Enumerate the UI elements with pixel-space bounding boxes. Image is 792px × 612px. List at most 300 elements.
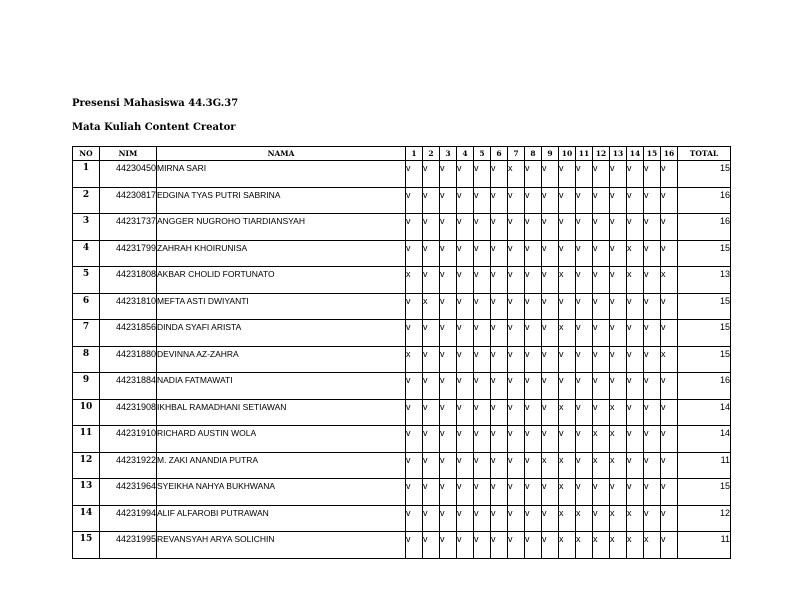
table-row bbox=[73, 426, 731, 453]
attendance-mark: v bbox=[559, 426, 576, 453]
attendance-mark: v bbox=[610, 346, 627, 373]
student-nim: 44231880 bbox=[100, 346, 157, 373]
attendance-mark: v bbox=[644, 505, 661, 532]
attendance-mark: v bbox=[423, 320, 440, 347]
attendance-mark: x bbox=[559, 267, 576, 294]
table-row bbox=[73, 293, 731, 320]
attendance-mark: v bbox=[508, 452, 525, 479]
attendance-mark: v bbox=[542, 293, 559, 320]
attendance-mark: v bbox=[491, 187, 508, 214]
attendance-mark: v bbox=[474, 240, 491, 267]
attendance-mark: v bbox=[406, 426, 423, 453]
attendance-mark: v bbox=[644, 426, 661, 453]
attendance-mark: v bbox=[525, 532, 542, 559]
attendance-mark: x bbox=[627, 267, 644, 294]
attendance-mark: v bbox=[491, 161, 508, 188]
attendance-mark: v bbox=[508, 479, 525, 506]
student-nim: 44231910 bbox=[100, 426, 157, 453]
attendance-mark: v bbox=[610, 214, 627, 241]
attendance-mark: v bbox=[474, 214, 491, 241]
attendance-mark: v bbox=[542, 161, 559, 188]
attendance-mark: v bbox=[559, 346, 576, 373]
attendance-mark: v bbox=[474, 293, 491, 320]
attendance-mark: v bbox=[644, 452, 661, 479]
attendance-mark: v bbox=[508, 399, 525, 426]
attendance-total: 15 bbox=[678, 320, 731, 347]
student-name: DEVINNA AZ-ZAHRA bbox=[157, 346, 406, 373]
attendance-mark: x bbox=[542, 452, 559, 479]
attendance-total: 16 bbox=[678, 214, 731, 241]
row-number: 4 bbox=[73, 240, 100, 267]
student-nim: 44231799 bbox=[100, 240, 157, 267]
attendance-mark: v bbox=[474, 161, 491, 188]
attendance-mark: v bbox=[661, 479, 678, 506]
row-number: 14 bbox=[73, 505, 100, 532]
student-name: ANGGER NUGROHO TIARDIANSYAH bbox=[157, 214, 406, 241]
attendance-mark: v bbox=[406, 320, 423, 347]
attendance-mark: x bbox=[610, 426, 627, 453]
attendance-mark: v bbox=[661, 426, 678, 453]
row-number: 11 bbox=[73, 426, 100, 453]
attendance-mark: v bbox=[491, 479, 508, 506]
attendance-mark: v bbox=[542, 320, 559, 347]
attendance-mark: v bbox=[627, 373, 644, 400]
attendance-mark: v bbox=[644, 240, 661, 267]
attendance-mark: v bbox=[542, 532, 559, 559]
attendance-mark: v bbox=[423, 532, 440, 559]
attendance-mark: v bbox=[542, 346, 559, 373]
attendance-mark: v bbox=[627, 293, 644, 320]
attendance-mark: v bbox=[542, 426, 559, 453]
attendance-mark: v bbox=[406, 399, 423, 426]
attendance-mark: x bbox=[406, 267, 423, 294]
attendance-mark: v bbox=[627, 346, 644, 373]
attendance-mark: v bbox=[661, 214, 678, 241]
attendance-mark: v bbox=[525, 346, 542, 373]
attendance-mark: v bbox=[508, 505, 525, 532]
attendance-mark: v bbox=[406, 187, 423, 214]
header-meeting-16: 16 bbox=[661, 147, 678, 161]
header-meeting-5: 5 bbox=[474, 147, 491, 161]
student-name: AKBAR CHOLID FORTUNATO bbox=[157, 267, 406, 294]
student-name: IKHBAL RAMADHANI SETIAWAN bbox=[157, 399, 406, 426]
attendance-mark: v bbox=[440, 452, 457, 479]
row-number: 1 bbox=[73, 161, 100, 188]
table-row bbox=[73, 240, 731, 267]
student-name: NADIA FATMAWATI bbox=[157, 373, 406, 400]
attendance-mark: v bbox=[406, 532, 423, 559]
attendance-total: 15 bbox=[678, 293, 731, 320]
attendance-mark: v bbox=[406, 373, 423, 400]
header-no: NO bbox=[73, 147, 100, 161]
attendance-mark: v bbox=[525, 187, 542, 214]
header-meeting-7: 7 bbox=[508, 147, 525, 161]
attendance-mark: v bbox=[457, 214, 474, 241]
attendance-mark: v bbox=[423, 161, 440, 188]
attendance-total: 12 bbox=[678, 505, 731, 532]
attendance-mark: v bbox=[576, 346, 593, 373]
student-nim: 44231737 bbox=[100, 214, 157, 241]
attendance-mark: v bbox=[440, 214, 457, 241]
attendance-mark: x bbox=[559, 505, 576, 532]
attendance-total: 14 bbox=[678, 426, 731, 453]
attendance-mark: v bbox=[542, 479, 559, 506]
attendance-mark: v bbox=[559, 187, 576, 214]
attendance-mark: v bbox=[423, 373, 440, 400]
attendance-mark: v bbox=[508, 373, 525, 400]
attendance-mark: v bbox=[576, 320, 593, 347]
attendance-mark: v bbox=[525, 293, 542, 320]
attendance-total: 11 bbox=[678, 532, 731, 559]
attendance-mark: x bbox=[593, 452, 610, 479]
attendance-mark: v bbox=[508, 320, 525, 347]
attendance-mark: v bbox=[542, 240, 559, 267]
attendance-mark: v bbox=[576, 293, 593, 320]
attendance-mark: v bbox=[593, 505, 610, 532]
attendance-mark: v bbox=[457, 161, 474, 188]
attendance-mark: v bbox=[610, 187, 627, 214]
attendance-mark: v bbox=[491, 240, 508, 267]
attendance-mark: v bbox=[525, 426, 542, 453]
attendance-mark: v bbox=[457, 479, 474, 506]
attendance-mark: v bbox=[627, 214, 644, 241]
attendance-mark: v bbox=[406, 240, 423, 267]
attendance-mark: v bbox=[491, 373, 508, 400]
header-meeting-8: 8 bbox=[525, 147, 542, 161]
attendance-mark: v bbox=[423, 479, 440, 506]
attendance-mark: v bbox=[644, 479, 661, 506]
attendance-mark: x bbox=[423, 293, 440, 320]
attendance-mark: v bbox=[491, 293, 508, 320]
header-meeting-1: 1 bbox=[406, 147, 423, 161]
attendance-mark: v bbox=[406, 293, 423, 320]
header-nim: NIM bbox=[100, 147, 157, 161]
attendance-mark: v bbox=[661, 161, 678, 188]
attendance-mark: v bbox=[406, 452, 423, 479]
attendance-mark: v bbox=[576, 267, 593, 294]
student-nim: 44231994 bbox=[100, 505, 157, 532]
attendance-mark: v bbox=[661, 452, 678, 479]
attendance-mark: v bbox=[474, 267, 491, 294]
attendance-mark: v bbox=[508, 346, 525, 373]
attendance-mark: v bbox=[491, 346, 508, 373]
student-nim: 44231995 bbox=[100, 532, 157, 559]
attendance-mark: v bbox=[576, 214, 593, 241]
attendance-mark: v bbox=[474, 452, 491, 479]
attendance-mark: x bbox=[559, 320, 576, 347]
attendance-mark: x bbox=[559, 452, 576, 479]
attendance-mark: v bbox=[525, 161, 542, 188]
attendance-mark: x bbox=[627, 505, 644, 532]
attendance-mark: v bbox=[457, 320, 474, 347]
attendance-mark: x bbox=[610, 399, 627, 426]
header-meeting-3: 3 bbox=[440, 147, 457, 161]
attendance-mark: v bbox=[525, 505, 542, 532]
attendance-mark: v bbox=[644, 214, 661, 241]
attendance-mark: v bbox=[627, 161, 644, 188]
table-row bbox=[73, 346, 731, 373]
attendance-mark: x bbox=[593, 532, 610, 559]
attendance-mark: v bbox=[406, 161, 423, 188]
header-meeting-9: 9 bbox=[542, 147, 559, 161]
student-nim: 44231856 bbox=[100, 320, 157, 347]
attendance-mark: v bbox=[593, 399, 610, 426]
table-row bbox=[73, 187, 731, 214]
attendance-mark: v bbox=[610, 479, 627, 506]
attendance-mark: v bbox=[406, 505, 423, 532]
attendance-mark: x bbox=[508, 161, 525, 188]
attendance-mark: v bbox=[576, 452, 593, 479]
student-name: M. ZAKI ANANDIA PUTRA bbox=[157, 452, 406, 479]
attendance-mark: v bbox=[474, 505, 491, 532]
attendance-mark: v bbox=[440, 399, 457, 426]
attendance-mark: v bbox=[457, 187, 474, 214]
attendance-mark: x bbox=[406, 346, 423, 373]
attendance-mark: v bbox=[525, 373, 542, 400]
attendance-mark: v bbox=[423, 346, 440, 373]
attendance-mark: v bbox=[508, 293, 525, 320]
attendance-mark: v bbox=[525, 399, 542, 426]
attendance-mark: v bbox=[627, 399, 644, 426]
row-number: 12 bbox=[73, 452, 100, 479]
attendance-mark: v bbox=[525, 479, 542, 506]
attendance-mark: v bbox=[491, 426, 508, 453]
attendance-mark: v bbox=[491, 505, 508, 532]
attendance-mark: v bbox=[423, 240, 440, 267]
attendance-mark: v bbox=[627, 187, 644, 214]
attendance-mark: v bbox=[474, 426, 491, 453]
attendance-mark: x bbox=[559, 479, 576, 506]
attendance-mark: v bbox=[627, 320, 644, 347]
attendance-mark: v bbox=[457, 240, 474, 267]
header-total: TOTAL bbox=[678, 147, 731, 161]
attendance-mark: x bbox=[610, 505, 627, 532]
attendance-mark: v bbox=[644, 293, 661, 320]
attendance-mark: v bbox=[610, 161, 627, 188]
attendance-mark: v bbox=[457, 293, 474, 320]
row-number: 3 bbox=[73, 214, 100, 241]
attendance-mark: v bbox=[474, 479, 491, 506]
attendance-mark: v bbox=[644, 373, 661, 400]
attendance-mark: v bbox=[610, 293, 627, 320]
student-name: EDGINA TYAS PUTRI SABRINA bbox=[157, 187, 406, 214]
attendance-mark: v bbox=[474, 187, 491, 214]
attendance-total: 15 bbox=[678, 346, 731, 373]
attendance-mark: v bbox=[508, 532, 525, 559]
attendance-table bbox=[72, 146, 731, 559]
header-meeting-6: 6 bbox=[491, 147, 508, 161]
attendance-mark: v bbox=[457, 505, 474, 532]
attendance-mark: v bbox=[457, 426, 474, 453]
header-meeting-4: 4 bbox=[457, 147, 474, 161]
student-nim: 44231884 bbox=[100, 373, 157, 400]
attendance-mark: x bbox=[576, 505, 593, 532]
row-number: 6 bbox=[73, 293, 100, 320]
attendance-mark: v bbox=[542, 267, 559, 294]
attendance-mark: v bbox=[440, 505, 457, 532]
attendance-mark: v bbox=[525, 320, 542, 347]
attendance-mark: v bbox=[525, 267, 542, 294]
attendance-mark: x bbox=[627, 240, 644, 267]
attendance-mark: v bbox=[593, 187, 610, 214]
student-name: DINDA SYAFI ARISTA bbox=[157, 320, 406, 347]
attendance-mark: v bbox=[644, 399, 661, 426]
document-subtitle: Mata Kuliah Content Creator bbox=[72, 122, 236, 133]
attendance-mark: v bbox=[559, 240, 576, 267]
attendance-mark: v bbox=[440, 373, 457, 400]
row-number: 7 bbox=[73, 320, 100, 347]
attendance-mark: v bbox=[576, 240, 593, 267]
attendance-total: 14 bbox=[678, 399, 731, 426]
header-nama: NAMA bbox=[157, 147, 406, 161]
header-meeting-15: 15 bbox=[644, 147, 661, 161]
attendance-mark: v bbox=[525, 240, 542, 267]
table-row bbox=[73, 161, 731, 188]
attendance-mark: v bbox=[644, 320, 661, 347]
table-row bbox=[73, 320, 731, 347]
attendance-mark: v bbox=[542, 373, 559, 400]
attendance-mark: x bbox=[610, 532, 627, 559]
attendance-mark: v bbox=[576, 479, 593, 506]
attendance-mark: v bbox=[423, 214, 440, 241]
table-row bbox=[73, 452, 731, 479]
attendance-mark: v bbox=[542, 187, 559, 214]
student-nim: 44231810 bbox=[100, 293, 157, 320]
student-nim: 44231964 bbox=[100, 479, 157, 506]
attendance-mark: v bbox=[457, 267, 474, 294]
attendance-mark: v bbox=[576, 187, 593, 214]
attendance-mark: v bbox=[457, 532, 474, 559]
attendance-mark: v bbox=[593, 479, 610, 506]
table-row bbox=[73, 399, 731, 426]
attendance-total: 11 bbox=[678, 452, 731, 479]
attendance-mark: v bbox=[457, 399, 474, 426]
attendance-mark: v bbox=[610, 267, 627, 294]
attendance-mark: v bbox=[525, 452, 542, 479]
row-number: 8 bbox=[73, 346, 100, 373]
header-meeting-13: 13 bbox=[610, 147, 627, 161]
attendance-mark: v bbox=[559, 214, 576, 241]
attendance-mark: v bbox=[644, 161, 661, 188]
attendance-mark: v bbox=[661, 240, 678, 267]
attendance-mark: v bbox=[406, 214, 423, 241]
attendance-mark: v bbox=[559, 373, 576, 400]
row-number: 15 bbox=[73, 532, 100, 559]
attendance-mark: v bbox=[440, 346, 457, 373]
attendance-total: 15 bbox=[678, 240, 731, 267]
attendance-mark: v bbox=[559, 293, 576, 320]
attendance-mark: v bbox=[440, 161, 457, 188]
attendance-mark: v bbox=[627, 479, 644, 506]
attendance-mark: x bbox=[559, 532, 576, 559]
attendance-mark: v bbox=[644, 187, 661, 214]
attendance-mark: v bbox=[423, 267, 440, 294]
attendance-mark: v bbox=[627, 426, 644, 453]
table-row bbox=[73, 267, 731, 294]
header-meeting-12: 12 bbox=[593, 147, 610, 161]
attendance-mark: v bbox=[491, 214, 508, 241]
table-row bbox=[73, 505, 731, 532]
attendance-mark: v bbox=[406, 479, 423, 506]
attendance-mark: v bbox=[661, 505, 678, 532]
attendance-mark: v bbox=[525, 214, 542, 241]
student-name: REVANSYAH ARYA SOLICHIN bbox=[157, 532, 406, 559]
attendance-mark: v bbox=[508, 214, 525, 241]
attendance-mark: v bbox=[474, 373, 491, 400]
attendance-mark: x bbox=[559, 399, 576, 426]
attendance-mark: v bbox=[491, 452, 508, 479]
attendance-mark: v bbox=[576, 373, 593, 400]
row-number: 13 bbox=[73, 479, 100, 506]
attendance-mark: v bbox=[593, 346, 610, 373]
row-number: 5 bbox=[73, 267, 100, 294]
attendance-mark: v bbox=[440, 532, 457, 559]
student-name: ALIF ALFAROBI PUTRAWAN bbox=[157, 505, 406, 532]
attendance-mark: v bbox=[559, 161, 576, 188]
attendance-mark: x bbox=[661, 346, 678, 373]
header-meeting-14: 14 bbox=[627, 147, 644, 161]
attendance-mark: x bbox=[593, 426, 610, 453]
attendance-mark: v bbox=[576, 161, 593, 188]
attendance-mark: v bbox=[440, 426, 457, 453]
attendance-total: 16 bbox=[678, 187, 731, 214]
attendance-mark: v bbox=[491, 399, 508, 426]
attendance-mark: v bbox=[644, 346, 661, 373]
attendance-mark: v bbox=[474, 532, 491, 559]
student-nim: 44231808 bbox=[100, 267, 157, 294]
attendance-mark: x bbox=[576, 532, 593, 559]
attendance-mark: v bbox=[661, 373, 678, 400]
student-nim: 44230817 bbox=[100, 187, 157, 214]
attendance-mark: v bbox=[576, 399, 593, 426]
attendance-mark: v bbox=[491, 320, 508, 347]
attendance-mark: x bbox=[610, 452, 627, 479]
attendance-mark: v bbox=[440, 479, 457, 506]
attendance-mark: v bbox=[610, 373, 627, 400]
attendance-total: 13 bbox=[678, 267, 731, 294]
attendance-mark: v bbox=[440, 293, 457, 320]
header-meeting-2: 2 bbox=[423, 147, 440, 161]
attendance-mark: v bbox=[593, 161, 610, 188]
attendance-mark: x bbox=[661, 267, 678, 294]
attendance-mark: v bbox=[423, 399, 440, 426]
attendance-mark: v bbox=[661, 320, 678, 347]
attendance-mark: v bbox=[457, 452, 474, 479]
attendance-total: 15 bbox=[678, 161, 731, 188]
attendance-mark: v bbox=[491, 532, 508, 559]
attendance-mark: v bbox=[593, 214, 610, 241]
attendance-mark: v bbox=[474, 399, 491, 426]
attendance-mark: v bbox=[542, 505, 559, 532]
attendance-mark: v bbox=[474, 346, 491, 373]
attendance-mark: v bbox=[661, 532, 678, 559]
table-row bbox=[73, 532, 731, 559]
document-title: Presensi Mahasiswa 44.3G.37 bbox=[72, 98, 239, 109]
attendance-mark: v bbox=[593, 373, 610, 400]
attendance-mark: v bbox=[593, 293, 610, 320]
attendance-mark: v bbox=[661, 399, 678, 426]
attendance-mark: v bbox=[593, 240, 610, 267]
attendance-total: 16 bbox=[678, 373, 731, 400]
attendance-mark: v bbox=[457, 373, 474, 400]
table-header-row bbox=[73, 147, 731, 161]
attendance-mark: v bbox=[423, 452, 440, 479]
attendance-total: 15 bbox=[678, 479, 731, 506]
header-meeting-11: 11 bbox=[576, 147, 593, 161]
student-name: SYEIKHA NAHYA BUKHWANA bbox=[157, 479, 406, 506]
attendance-mark: v bbox=[440, 187, 457, 214]
attendance-mark: v bbox=[661, 293, 678, 320]
